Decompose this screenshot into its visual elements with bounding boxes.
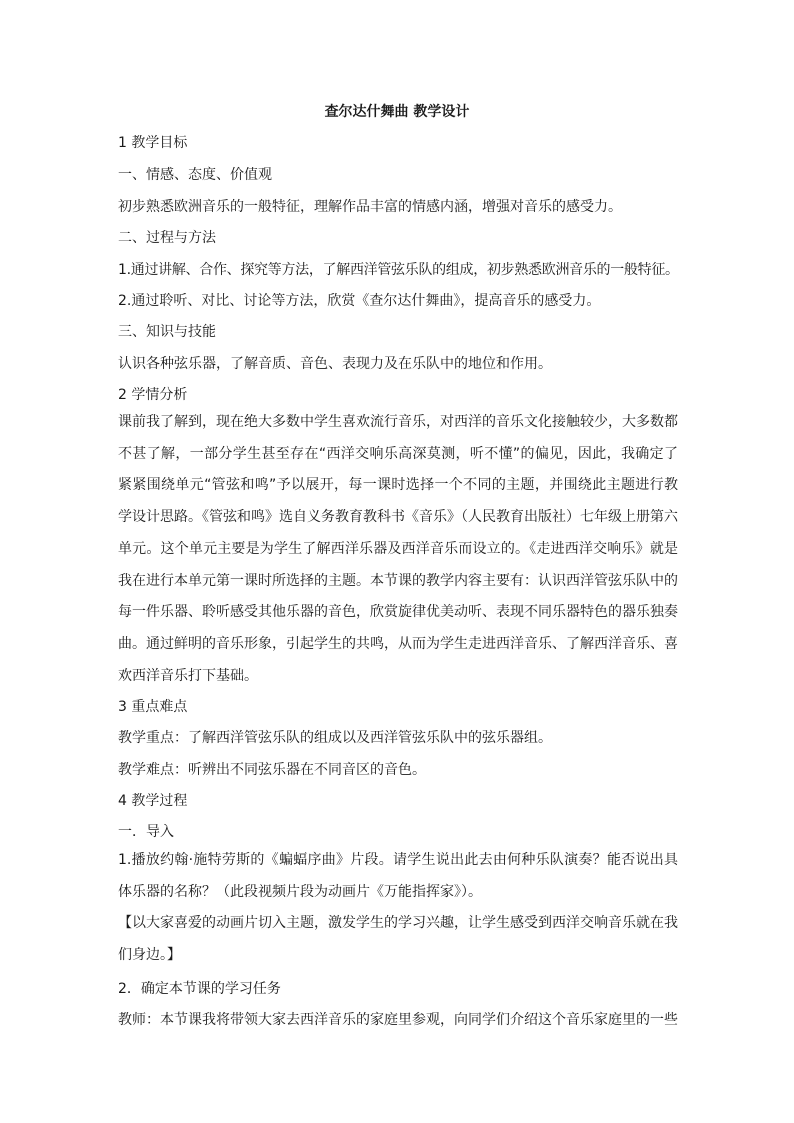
section-heading-analysis: 2 学情分析 xyxy=(118,387,188,403)
section-heading-process: 4 教学过程 xyxy=(118,793,188,809)
paragraph-key-point: 教学重点：了解西洋管弦乐队的组成以及西洋管弦乐队中的弦乐器组。 xyxy=(118,730,552,746)
paragraph-process-item1: 1.通过讲解、合作、探究等方法，了解西洋管弦乐队的组成，初步熟悉欧洲音乐的一般特征。 xyxy=(118,262,679,278)
subheading-knowledge: 三、知识与技能 xyxy=(118,324,216,340)
paragraph-analysis: 课前我了解到，现在绝大多数中学生喜欢流行音乐，对西洋的音乐文化接触较少，大多数都不甚了解，一部分学生甚至存在“西洋交响乐高深莫测，听不懂”的偏见，因此，我确定了紧紧围绕单元“管弦和鸣”予以展开，每一课时选择一个不同的主题，并围绕此主题进行教学设计思路。《管弦和鸣》选自义务教育教科书《音乐》（人民教育出版社）七年级上册第六单元。这个单元主要是为学生了解西洋乐器及西洋音乐而设立的。《走进西洋交响乐》就是我在进行本单元第一课时所选择的主题。本节课的教学内容主要有：认识西洋管弦乐队中的每一件乐器、聆听感受其他乐器的音色，欣赏旋律优美动听、表现不同乐器特色的器乐独奏曲。通过鲜明的音乐形象，引起学生的共鸣，从而为学生走进西洋音乐、了解西洋音乐、喜欢西洋音乐打下基础。 xyxy=(118,414,678,684)
paragraph-step-task: 教师：本节课我将带领大家去西洋音乐的家庭里参观，向同学们介绍这个音乐家庭里的一些 xyxy=(118,1012,678,1028)
paragraph-knowledge: 认识各种弦乐器，了解音质、音色、表现力及在乐队中的地位和作用。 xyxy=(118,356,552,372)
paragraph-step-note: 【以大家喜爱的动画片切入主题，激发学生的学习兴趣，让学生感受到西洋交响音乐就在我们身边。】 xyxy=(118,915,678,963)
step-heading-intro: 一．导入 xyxy=(118,824,174,840)
document-title: 查尔达什舞曲 教学设计 xyxy=(324,104,470,120)
subheading-process: 二、过程与方法 xyxy=(118,230,216,246)
paragraph-emotion: 初步熟悉欧洲音乐的一般特征，理解作品丰富的情感内涵，增强对音乐的感受力。 xyxy=(118,199,622,215)
section-heading-key-points: 3 重点难点 xyxy=(118,699,188,715)
paragraph-step-intro: 1.播放约翰·施特劳斯的《蝙蝠序曲》片段。请学生说出此去由何种乐队演奏？能否说出具体乐器的名称？（此段视频片段为动画片《万能指挥家》）。 xyxy=(118,852,678,900)
paragraph-difficult-point: 教学难点：听辨出不同弦乐器在不同音区的音色。 xyxy=(118,762,426,778)
section-heading-objectives: 1 教学目标 xyxy=(118,135,188,151)
step-heading-task: 2．确定本节课的学习任务 xyxy=(118,981,281,997)
paragraph-process-item2: 2.通过聆听、对比、讨论等方法，欣赏《查尔达什舞曲》，提高音乐的感受力。 xyxy=(118,293,601,309)
subheading-emotion: 一、情感、态度、价值观 xyxy=(118,167,272,183)
